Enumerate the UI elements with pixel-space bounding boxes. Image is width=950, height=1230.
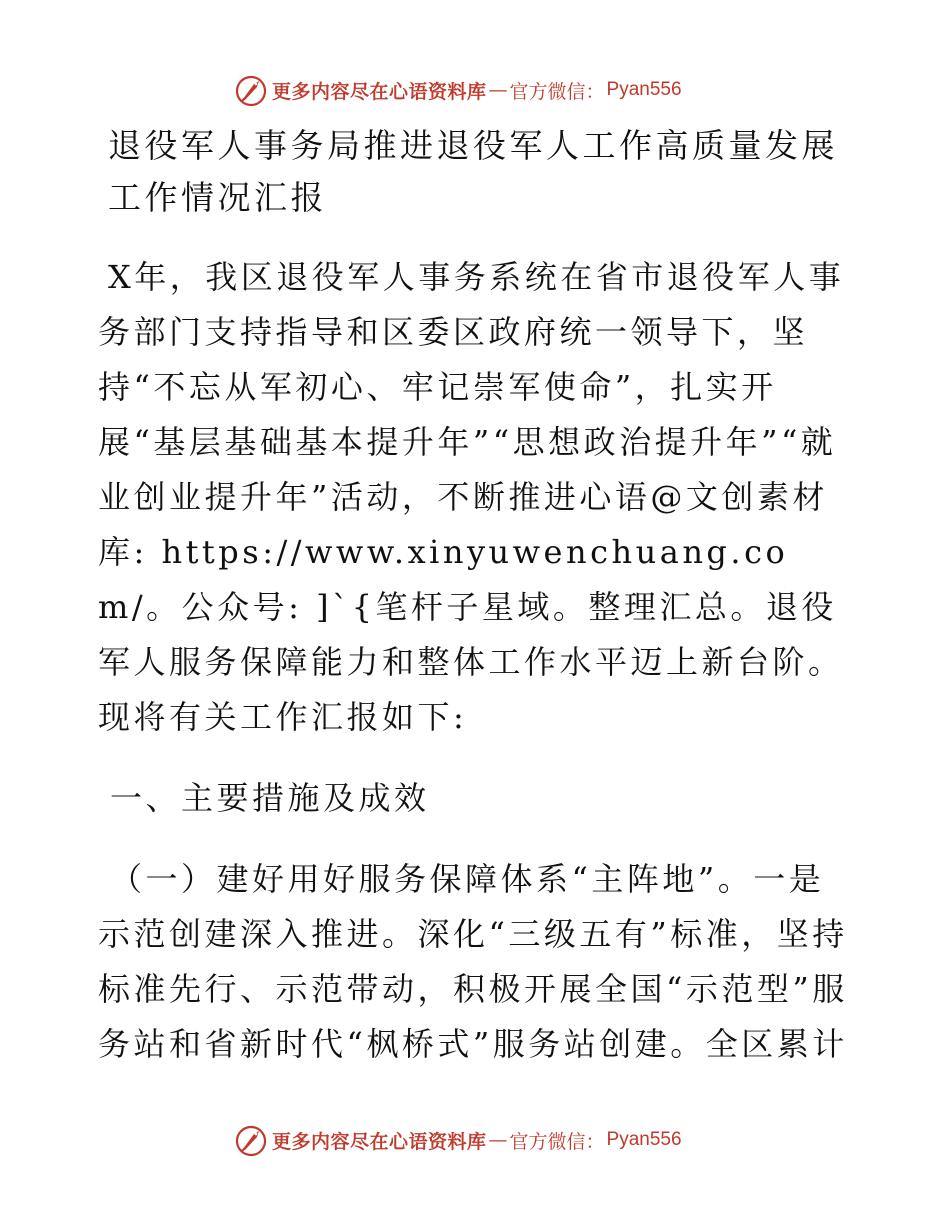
banner-wechat-id: Pyan556 <box>606 1129 682 1150</box>
banner-dash: — <box>488 1129 508 1151</box>
banner-wechat-id: Pyan556 <box>606 79 682 100</box>
banner-dash: — <box>488 79 508 101</box>
document-body <box>98 120 858 1072</box>
section-heading: 一、主要措施及成效 <box>110 779 430 817</box>
document-title: 退役军人事务局推进退役军人工作高质量发展工作情况汇报 <box>108 126 838 217</box>
pen-nib-logo-icon <box>234 1123 268 1157</box>
intro-paragraph: X年，我区退役军人事务系统在省市退役军人事务部门支持指导和区委区政府统一领导下，坚持“不忘从军初心、牢记崇军使命”，扎实开展“基层基础基本提升年”“思想政治提升年”“就业创业提升年”活动，不断推进心语@文创素材库: https://www.xinyuwenchuang.com/。公众号: ]`{笔杆子星域。整理汇总。退役军人服务保障能力和整体工作水平迈上新台阶。现将有关工作汇报如下: <box>98 258 845 736</box>
subsection-paragraph: （一）建好用好服务保障体系“主阵地”。一是示范创建深入推进。深化“三级五有”标准，坚持标准先行、示范带动，积极开展全国“示范型”服务站和省新时代“枫桥式”服务站创建。全区累计 <box>98 860 848 1063</box>
banner-wechat-label: 官方微信： <box>509 80 605 103</box>
pen-nib-logo-icon <box>234 73 268 107</box>
footer-banner <box>234 1120 734 1160</box>
banner-slogan: 更多内容尽在心语资料库 <box>272 80 487 103</box>
header-banner <box>234 70 734 110</box>
banner-slogan: 更多内容尽在心语资料库 <box>272 1130 487 1153</box>
banner-wechat-label: 官方微信： <box>509 1130 605 1153</box>
